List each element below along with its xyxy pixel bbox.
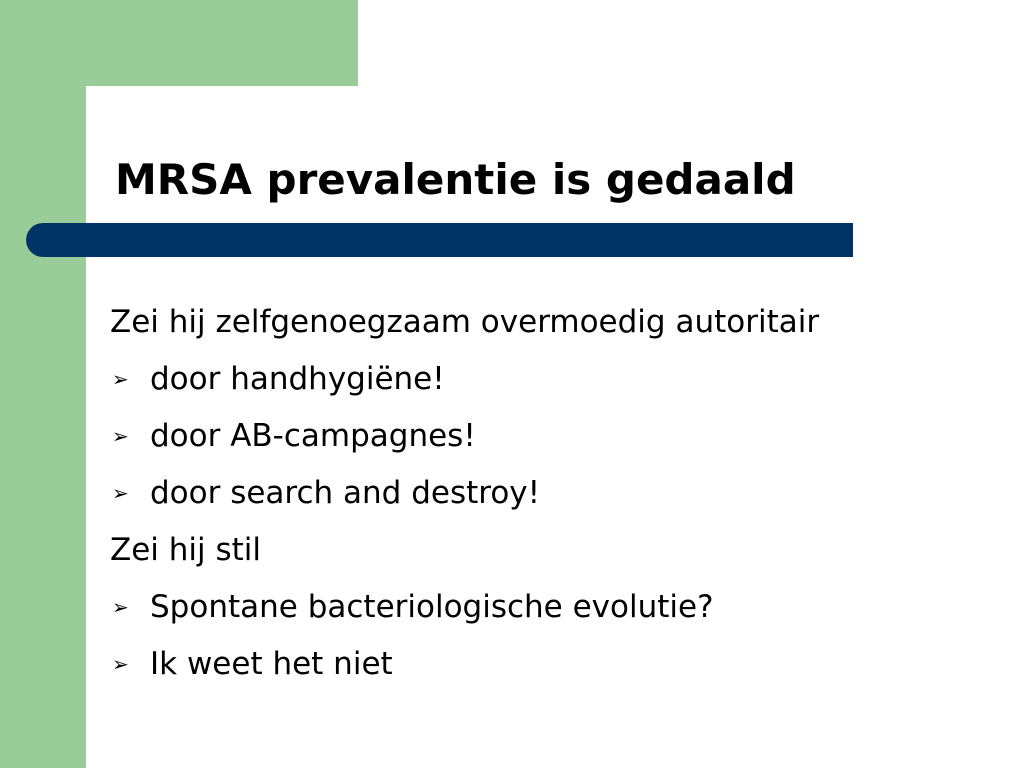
bullet-text: Spontane bacteriologische evolutie? [150, 588, 714, 625]
bullet-line [110, 635, 990, 692]
bullet-line [110, 464, 990, 521]
body-line-text: Zei hij zelfgenoegzaam overmoedig autoritair [110, 303, 820, 340]
slide-title: MRSA prevalentie is gedaald [115, 155, 796, 204]
title-underline-bar [26, 223, 853, 257]
chevron-right-icon: ➢ [112, 651, 129, 676]
body-line [110, 293, 990, 350]
bullet-text: door AB-campagnes! [150, 417, 476, 454]
chevron-right-icon: ➢ [112, 594, 129, 619]
body-line-text: Zei hij stil [110, 531, 262, 568]
chevron-right-icon: ➢ [112, 423, 129, 448]
bullet-line [110, 407, 990, 464]
decor-green-left [0, 0, 86, 768]
slide-content [110, 293, 990, 692]
bullet-text: door search and destroy! [150, 474, 541, 511]
bullet-text: Ik weet het niet [150, 645, 393, 682]
chevron-right-icon: ➢ [112, 366, 129, 391]
chevron-right-icon: ➢ [112, 480, 129, 505]
bullet-line [110, 578, 990, 635]
bullet-line [110, 350, 990, 407]
body-line [110, 521, 990, 578]
bullet-text: door handhygiëne! [150, 360, 445, 397]
